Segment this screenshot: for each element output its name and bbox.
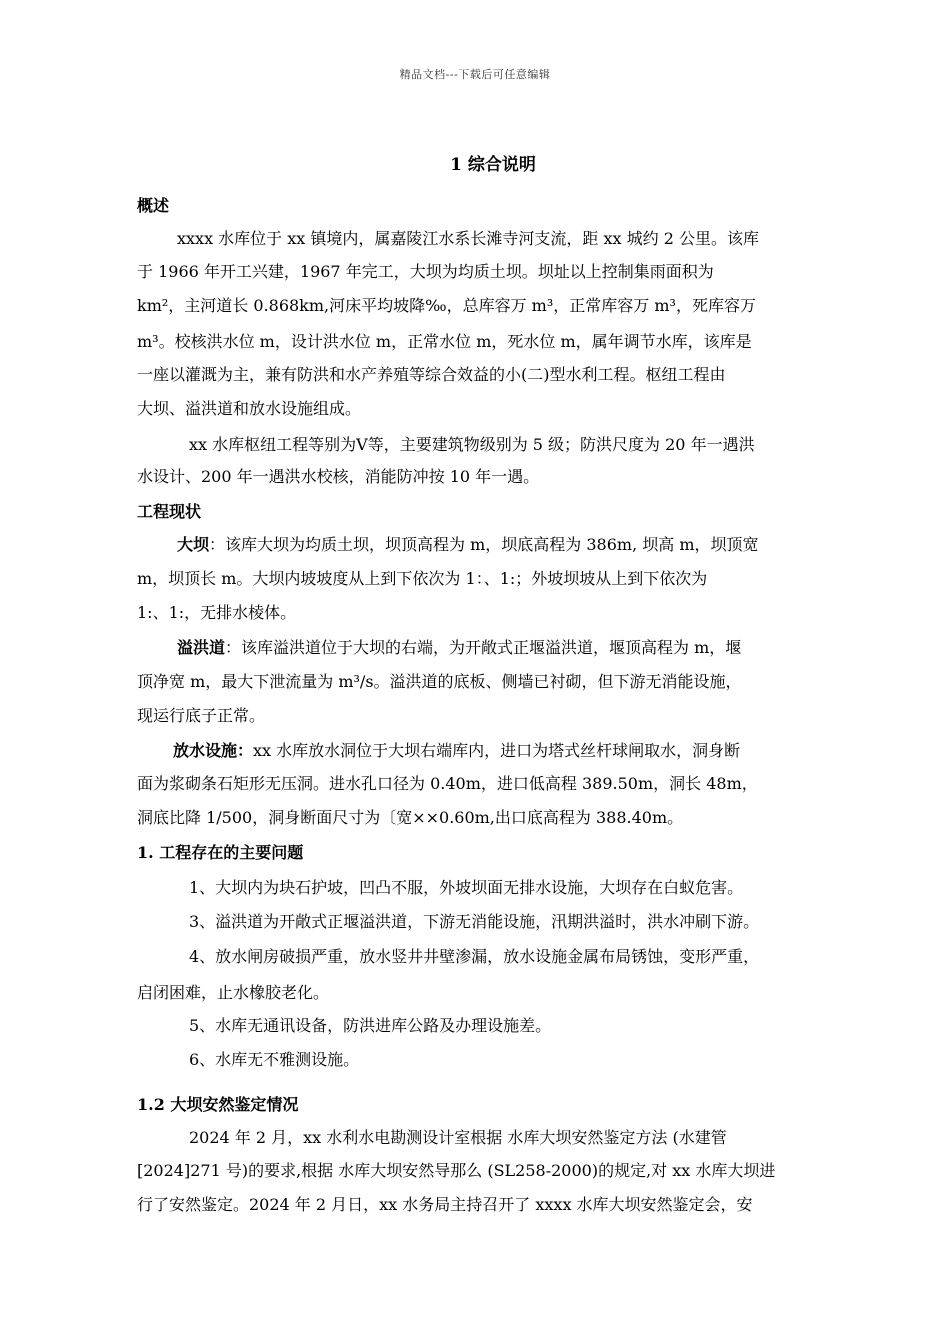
text-line: 面为浆砌条石矩形无压洞。进水孔口径为 0.40m，进口低高程 389.50m，洞长 48m， xyxy=(137,774,758,793)
outlet-text: xx 水库放水洞位于大坝右端库内，进口为塔式丝杆球闸取水，洞身断 xyxy=(253,741,741,760)
text-line: 启闭困难，止水橡胶老化。 xyxy=(137,983,330,1002)
text-line: 顶净宽 m，最大下泄流量为 m³/s。溢洪道的底板、侧墙已衬砌，但下游无消能设施， xyxy=(137,672,742,691)
section-heading-overview: 概述 xyxy=(137,196,170,215)
section-heading-problems: 1. 工程存在的主要问题 xyxy=(137,843,304,862)
dam-text: ：该库大坝为均质土坝，坝顶高程为 m，坝底高程为 386m, 坝高 m，坝顶宽 xyxy=(209,535,759,554)
text-line: 现运行底子正常。 xyxy=(137,706,266,725)
page-title: 1 综合说明 xyxy=(450,155,536,175)
text-line: 行了安然鉴定。2024 年 2 月日，xx 水务局主持召开了 xxxx 水库大坝安然鉴定会，安 xyxy=(137,1195,753,1214)
list-item: 3、溢洪道为开敞式正堰溢洪道，下游无消能设施，汛期洪溢时，洪水冲刷下游。 xyxy=(189,912,760,931)
spillway-label: 溢洪道 xyxy=(177,638,226,657)
text-line: 1:、1:，无排水棱体。 xyxy=(137,603,297,622)
text-line: 水设计、200 年一遇洪水校核，消能防冲按 10 年一遇。 xyxy=(137,467,540,486)
outlet-label: 放水设施： xyxy=(173,741,254,760)
dam-label: 大坝 xyxy=(177,535,210,554)
list-item: 4、放水闸房破损严重，放水竖井井壁渗漏，放水设施金属布局锈蚀，变形严重， xyxy=(189,947,760,966)
text-line: xx 水库枢纽工程等别为Ⅴ等，主要建筑物级别为 5 级；防洪尺度为 20 年一遇洪 xyxy=(189,435,755,454)
text-line: 一座以灌溉为主，兼有防洪和水产养殖等综合效益的小(二)型水利工程。枢纽工程由 xyxy=(137,365,726,384)
list-item: 1、大坝内为块石护坡，凹凸不服，外坡坝面无排水设施，大坝存在白蚁危害。 xyxy=(189,878,744,897)
list-item: 6、水库无不雅测设施。 xyxy=(189,1050,360,1069)
text-line: 于 1966 年开工兴建，1967 年完工，大坝为均质土坝。坝址以上控制集雨面积为 xyxy=(137,262,714,281)
list-item: 5、水库无通讯设备，防洪进库公路及办理设施差。 xyxy=(189,1016,552,1035)
text-line xyxy=(177,534,759,556)
text-line: 2024 年 2 月，xx 水利水电勘测设计室根据 水库大坝安然鉴定方法 (水建管 xyxy=(189,1128,727,1147)
text-line: [2024]271 号)的要求,根据 水库大坝安然导那么 (SL258-2000)的规定,对 xx 水库大坝进 xyxy=(137,1161,776,1180)
section-heading-safety: 1.2 大坝安然鉴定情况 xyxy=(137,1095,299,1114)
page-header: 精品文档---下载后可任意编辑 xyxy=(399,68,551,81)
section-heading-status: 工程现状 xyxy=(137,502,202,521)
spillway-text: ：该库溢洪道位于大坝的右端，为开敞式正堰溢洪道，堰顶高程为 m，堰 xyxy=(225,638,742,657)
text-line: xxxx 水库位于 xx 镇境内，属嘉陵江水系长滩寺河支流，距 xx 城约 2 公里。该库 xyxy=(177,229,759,248)
text-line: 大坝、溢洪道和放水设施组成。 xyxy=(137,399,362,418)
text-line: 洞底比降 1/500，洞身断面尺寸为〔宽××0.60m,出口底高程为 388.40m。 xyxy=(137,808,684,827)
text-line xyxy=(177,637,741,659)
text-line: m，坝顶长 m。大坝内坡坡度从上到下依次为 1：、1:；外坡坝坡从上到下依次为 xyxy=(137,569,708,588)
text-line xyxy=(173,740,740,762)
text-line: km²，主河道长 0.868km,河床平均坡降‰，总库容万 m³，正常库容万 m³，死库容万 xyxy=(137,296,756,315)
text-line: m³。校核洪水位 m，设计洪水位 m，正常水位 m，死水位 m，属年调节水库，该库是 xyxy=(137,332,752,351)
